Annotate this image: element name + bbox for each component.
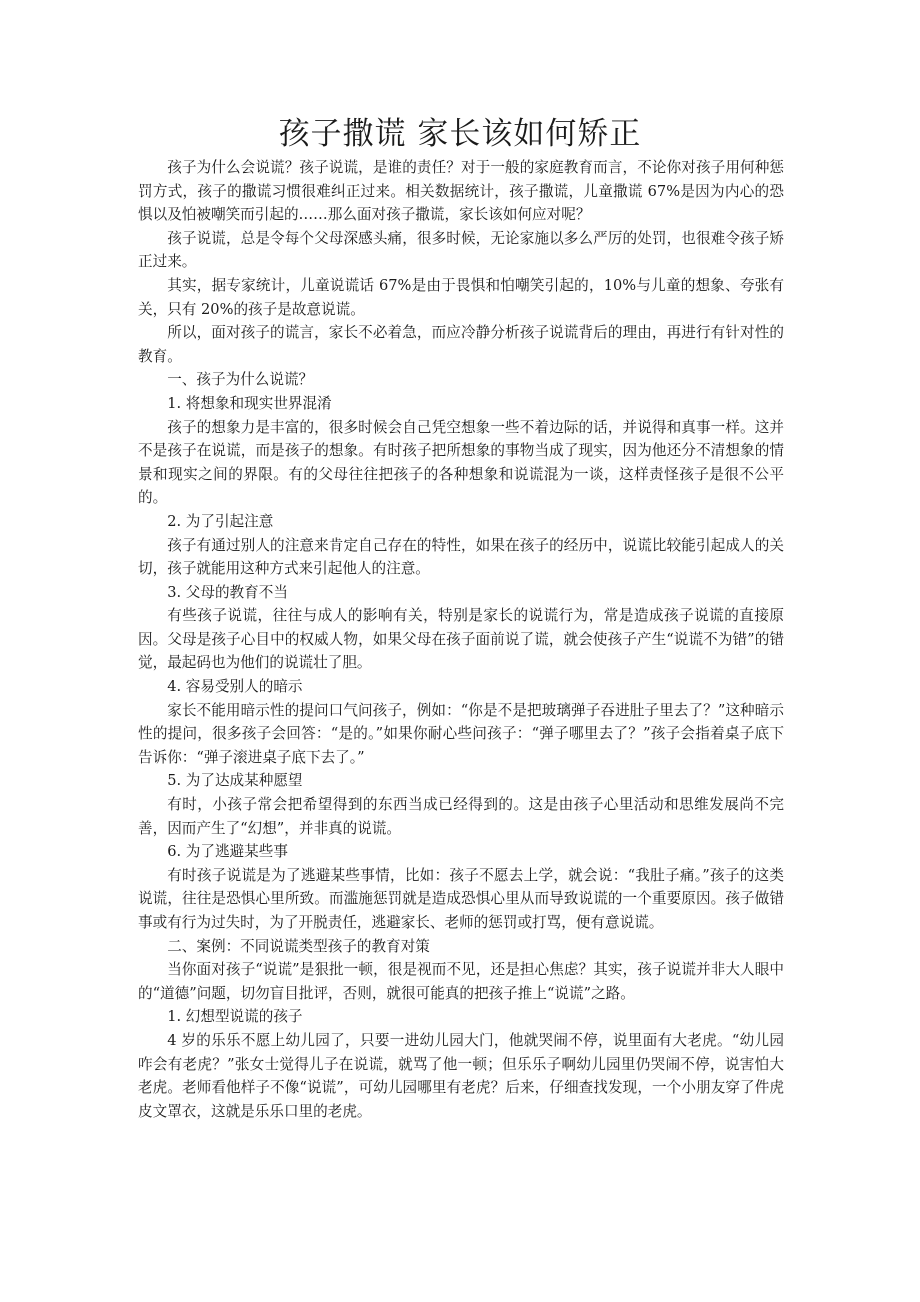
paragraph-cases-intro: 当你面对孩子“说谎”是狠批一顿，很是视而不见，还是担心焦虑？其实，孩子说谎并非大人眼中的“道德”问题，切勿盲目批评，否则，就很可能真的把孩子推上“说谎”之路。 (138, 961, 784, 1002)
paragraph-fantasy-case: 4 岁的乐乐不愿上幼儿园了，只要一进幼儿园大门，他就哭闹不停，说里面有大老虎。“幼儿园咋会有老虎？”张女士觉得儿子在说谎，就骂了他一顿；但乐乐子啊幼儿园里仍哭闹不停，说害怕大老虎。老师看他样子不像“说谎”，可幼儿园哪里有老虎？后来，仔细查找发现，一个小朋友穿了件虎皮文罩衣，这就是乐乐口里的老虎。 (138, 1031, 784, 1120)
section-heading-2: 二、案例：不同说谎类型孩子的教育对策 (167, 937, 430, 955)
document-title: 孩子撒谎 家长该如何矫正 (278, 116, 642, 152)
subheading-imagination: 1. 将想象和现实世界混淆 (167, 394, 332, 412)
subheading-wish: 5. 为了达成某种愿望 (167, 772, 303, 790)
subheading-fantasy-type: 1. 幻想型说谎的孩子 (167, 1008, 303, 1026)
subheading-suggestion: 4. 容易受别人的暗示 (167, 678, 303, 696)
section-heading-1: 一、孩子为什么说谎？ (167, 371, 314, 389)
intro-paragraph: 孩子为什么会说谎？孩子说谎，是谁的责任？对于一般的家庭教育而言，不论你对孩子用何种惩罚方式，孩子的撒谎习惯很难纠正过来。相关数据统计，孩子撒谎，儿童撒谎 67%是因为内心的恐惧以及怕被嘲笑而引起的……那么面对孩子撒谎，家长该如何应对呢？ (138, 159, 784, 224)
paragraph-headache: 孩子说谎，总是令每个父母深感头痛，很多时候，无论家施以多么严厉的处罚，也很难令孩子矫正过来。 (138, 229, 784, 271)
paragraph-imagination: 孩子的想象力是丰富的，很多时候会自己凭空想象一些不着边际的话，并说得和真事一样。这并不是孩子在说谎，而是孩子的想象。有时孩子把所想象的事物当成了现实，因为他还分不清想象的情景和现实之间的界限。有的父母往往把孩子的各种想象和说谎混为一谈，这样责怪孩子是很不公平的。 (138, 418, 784, 507)
paragraph-parenting: 有些孩子说谎，往往与成人的影响有关，特别是家长的说谎行为，常是造成孩子说谎的直接原因。父母是孩子心目中的权威人物，如果父母在孩子面前说了谎，就会使孩子产生“说谎不为错”的错觉，最起码也为他们的说谎壮了胆。 (138, 607, 784, 672)
paragraph-advice: 所以，面对孩子的谎言，家长不必着急，而应冷静分析孩子说谎背后的理由，再进行有针对性的教育。 (138, 324, 784, 365)
document-body (138, 156, 784, 1123)
paragraph-statistics: 其实，据专家统计，儿童说谎话 67%是由于畏惧和怕嘲笑引起的，10%与儿童的想象、夸张有关，只有 20%的孩子是故意说谎。 (138, 276, 784, 318)
paragraph-suggestion: 家长不能用暗示性的提问口气问孩子，例如：“你是不是把玻璃弹子吞进肚子里去了？”这种暗示性的提问，很多孩子会回答：“是的。”如果你耐心些问孩子：“弹子哪里去了？”孩子会指着桌子底下告诉你：“弹子滚进桌子底下去了。” (138, 701, 784, 766)
subheading-parenting: 3. 父母的教育不当 (167, 583, 288, 601)
subheading-avoidance: 6. 为了逃避某些事 (167, 843, 288, 861)
subheading-attention: 2. 为了引起注意 (167, 512, 274, 530)
paragraph-avoidance: 有时孩子说谎是为了逃避某些事情，比如：孩子不愿去上学，就会说：“我肚子痛。”孩子的这类说谎，往往是恐惧心里所致。而滥施惩罚就是造成恐惧心里从而导致说谎的一个重要原因。孩子做错事或有行为过失时，为了开脱责任，逃避家长、老师的惩罚或打骂，便有意说谎。 (138, 866, 784, 931)
paragraph-wish: 有时，小孩子常会把希望得到的东西当成已经得到的。这是由孩子心里活动和思维发展尚不完善，因而产生了“幻想”，并非真的说谎。 (138, 796, 784, 837)
paragraph-attention: 孩子有通过别人的注意来肯定自己存在的特性，如果在孩子的经历中，说谎比较能引起成人的关切，孩子就能用这种方式来引起他人的注意。 (138, 536, 784, 578)
